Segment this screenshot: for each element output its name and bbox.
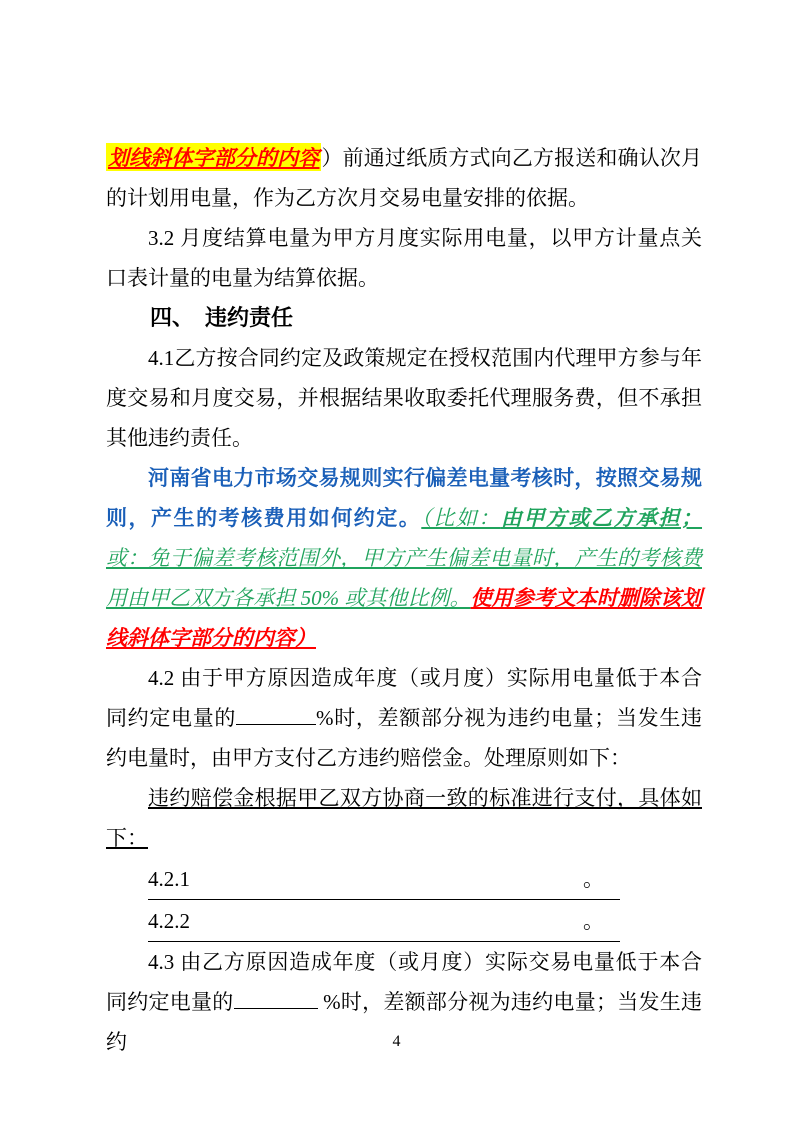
example-open: （比如： <box>421 506 501 530</box>
carryover-text: ）前通过纸质方式向乙方报送和确认次月的计划用电量，作为乙方次月交易电量安排的依据。 <box>106 146 703 210</box>
delete-instruction-note: 使用参考文本时删除该划线斜体字部分的内容） <box>106 586 702 650</box>
document-body <box>106 138 702 1062</box>
deviation-paragraph <box>106 458 702 658</box>
deviation-question: 河南省电力市场交易规则实行偏差电量考核时，按照交易规则，产生的考核费用如何约定。 <box>106 466 702 530</box>
example-rest: 或：免于偏差考核范围外，甲方产生偏差电量时，产生的考核费用由甲乙双方各承担 50% 或其他比例。 <box>106 546 702 610</box>
clause-4-2-text-after: %时，差额部分视为违约电量；当发生违约电量时，由甲方支付乙方违约赔偿金。处理原则如下： <box>106 706 702 770</box>
page-number: 4 <box>392 1033 401 1050</box>
clause-4-2-1-label: 4.2.1 <box>148 867 190 891</box>
clause-4-1: 4.1乙方按合同约定及政策规定在授权范围内代理甲方参与年度交易和月度交易，并根据结果收取委托代理服务费，但不承担其他违约责任。 <box>106 346 702 450</box>
compensation-sentence: 违约赔偿金根据甲乙双方协商一致的标准进行支付，具体如下： <box>106 786 702 850</box>
clause-4-2-2-period: 。 <box>583 909 604 933</box>
compensation-paragraph <box>106 778 702 858</box>
percentage-blank-4-3 <box>234 991 318 1009</box>
example-bold-option: 由甲方或乙方承担； <box>500 506 703 530</box>
clause-3-2: 3.2 月度结算电量为甲方月度实际用电量，以甲方计量点关口表计量的电量为结算依据。 <box>106 226 702 290</box>
fill-row-4-2-2 <box>148 900 620 942</box>
clause-4-2 <box>106 658 702 778</box>
clause-4-3-text-before: 4.3 由乙方原因造成年度（或月度）实际交易电量低于本合同约定电量的 <box>106 950 702 1014</box>
section-heading-breach-liability: 四、 违约责任 <box>150 305 294 330</box>
clause-4-2-text-before: 4.2 由于甲方原因造成年度（或月度）实际用电量低于本合同约定电量的 <box>106 666 702 730</box>
carryover-paragraph <box>106 138 702 218</box>
clause-4-3-text-after: %时，差额部分视为违约电量；当发生违约 <box>106 990 702 1054</box>
clause-4-2-1-period: 。 <box>583 867 604 891</box>
fill-row-4-2-1 <box>148 858 620 900</box>
percentage-blank-4-2 <box>236 707 316 725</box>
clause-4-2-2-label: 4.2.2 <box>148 909 190 933</box>
highlighted-italic-note: 划线斜体字部分的内容 <box>106 143 321 171</box>
